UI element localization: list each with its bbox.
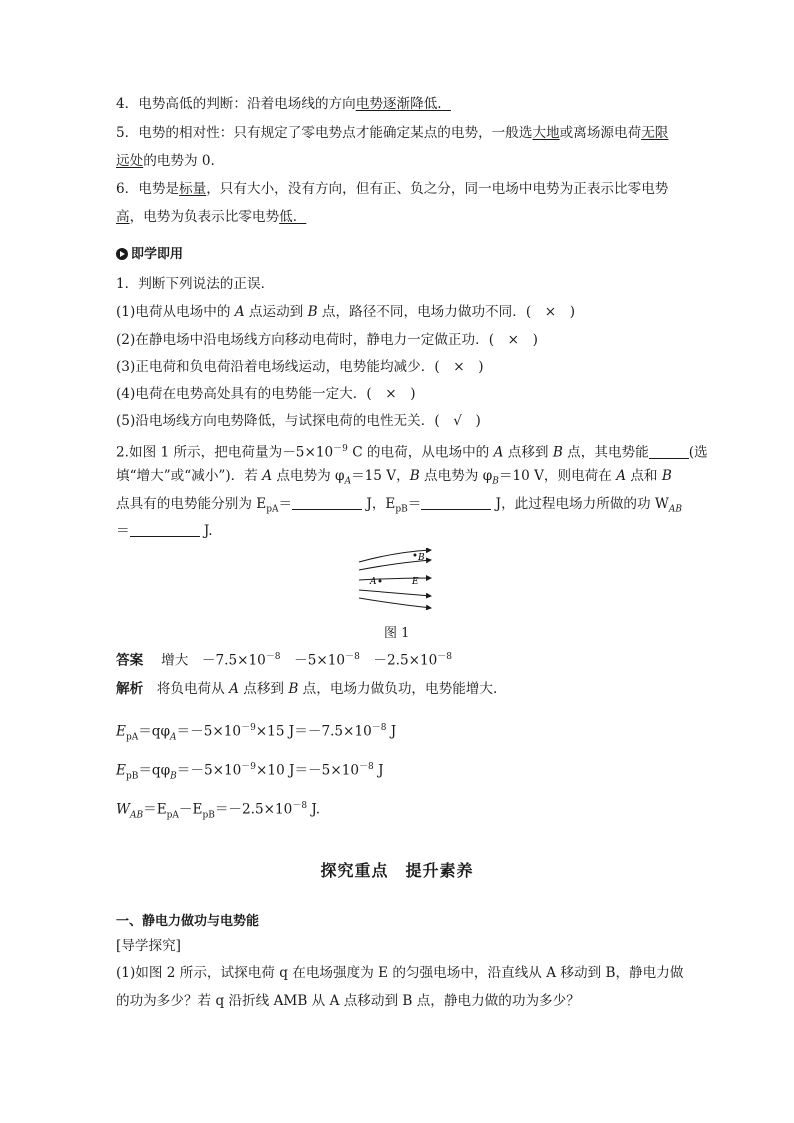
- eq2-c-sup: －8: [359, 762, 374, 772]
- part-1-question-line2: 的功为多少？若 q 沿折线 AMB 从 A 点移动到 B 点，静电力做的功为多少？: [116, 993, 580, 1009]
- analysis-text-c: 点，电场力做负功，电势能增大.: [298, 681, 498, 697]
- q2-text-3a: 点具有的电势能分别为 E: [116, 496, 267, 512]
- analysis-var-b: B: [288, 681, 299, 697]
- eq1-a-sub: A: [170, 732, 177, 743]
- eq3-a-sub: pA: [166, 810, 179, 821]
- eq2-a: ＝qφ: [138, 762, 171, 779]
- property-6-underlined-3: 低．: [279, 209, 307, 225]
- q2-text-2g: 点电势为 φ: [419, 468, 493, 484]
- q2-text-3c: ＝: [278, 496, 293, 512]
- part-1-question-line1: (1)如图 2 所示，试探电荷 q 在电场强度为 E 的匀强电场中，沿直线从 A 移动到 B，静电力做: [116, 965, 684, 981]
- eq2-b-sup: －9: [241, 762, 257, 772]
- question-1-item-1: [116, 303, 575, 321]
- property-5-underlined-1: 大地: [532, 125, 560, 141]
- q2-sup-1: －9: [333, 444, 348, 454]
- question-1-item-4: (4)电荷在电势高处具有的电势能一定大．( × ): [116, 386, 416, 402]
- answer-value-1: 增大: [161, 652, 189, 669]
- q2-text-4b: J.: [199, 523, 213, 539]
- part-1-title: 一、静电力做功与电势能: [116, 914, 260, 929]
- q2-text-3f: ＝: [407, 496, 422, 512]
- q2-text-2c: 点电势为 φ: [272, 468, 345, 484]
- answer-value-2: －7.5×10: [201, 652, 266, 669]
- q2-sub-b: B: [492, 476, 499, 487]
- eq3-c: ＝－2.5×10: [214, 801, 293, 818]
- eq3-a: ＝E: [143, 801, 167, 818]
- q2-text-2k: 点和: [626, 468, 662, 484]
- q1-item1-post: 点，路径不同，电场力做功不同．( × ): [317, 304, 576, 320]
- q2-var-a3: A: [616, 468, 627, 484]
- property-5-underlined-2: 无限: [641, 125, 669, 141]
- q2-var-b2: B: [409, 468, 420, 484]
- q2-text-1b: C 的电荷，从电场中的: [347, 444, 494, 461]
- eq3-d: J.: [307, 801, 321, 818]
- equation-epa: [116, 719, 396, 746]
- property-4-underlined: 电势逐渐降低．: [355, 96, 451, 112]
- q2-sub-ab: AB: [668, 504, 683, 515]
- property-6-text-a: 6．电势是: [116, 181, 180, 197]
- property-4: [116, 95, 451, 113]
- eq1-b: ＝－5×10: [176, 723, 242, 740]
- q2-text-3d: J，E: [362, 496, 396, 512]
- analysis-var-a: A: [229, 681, 239, 697]
- figure-1-field-lines: [355, 548, 435, 610]
- q2-text-1f: 点，其电势能: [562, 444, 649, 461]
- property-6-text-b: ，只有大小，没有方向，但有正、负之分，同一电场中电势为正表示比零电势: [206, 181, 669, 197]
- question-2-line4: [116, 522, 213, 540]
- answer-value-4-exp: －8: [437, 652, 453, 662]
- section-apply: [116, 243, 183, 262]
- eq2-d: J: [373, 762, 384, 779]
- question-2-line2: [116, 467, 672, 491]
- label-e: E: [412, 577, 419, 587]
- q2-var-b: B: [552, 444, 563, 461]
- eq1-c-sup: －8: [371, 723, 387, 733]
- property-6-text-c: ，电势为负表示比零电势: [129, 209, 280, 225]
- answer-blank-2[interactable]: [292, 495, 362, 510]
- eq3-c-sup: －8: [292, 801, 308, 811]
- answer-line: [116, 648, 452, 670]
- question-2-line1: [116, 440, 708, 462]
- label-a: A: [370, 577, 377, 587]
- question-1-item-3: (3)正电荷和负电荷沿着电场线运动，电势能均减少．( × ): [116, 359, 484, 375]
- analysis-label: 解析: [116, 681, 144, 697]
- field-line-4: [359, 590, 431, 596]
- figure-1-caption: 图 1: [384, 626, 410, 641]
- property-5-line1: [116, 124, 668, 142]
- q2-text-2a: 填“增大”或“减小”)．若: [116, 468, 263, 484]
- q2-text-2i: ＝10 V，则电荷在: [498, 468, 617, 484]
- property-6-underlined-1: 标量: [179, 181, 207, 197]
- equation-wab: [116, 797, 320, 824]
- q2-text-4a: ＝: [116, 523, 130, 539]
- question-2-line3: [116, 495, 682, 519]
- q2-text-1g: (选: [688, 444, 708, 461]
- eq2-c: ×10 J＝－5×10: [256, 762, 360, 779]
- section-apply-label: 即学即用: [131, 247, 184, 262]
- property-5-text-a: 5．电势的相对性：只有规定了零电势点才能确定某点的电势，一般选: [116, 125, 533, 141]
- property-6-line1: [116, 180, 668, 198]
- analysis-text-a: 将负电荷从: [156, 681, 230, 697]
- equation-epb: [116, 758, 384, 785]
- property-4-text: 4．电势高低的判断：沿着电场线的方向: [116, 96, 356, 112]
- play-icon: [116, 248, 128, 260]
- q2-sub-a: A: [344, 476, 352, 487]
- answer-label: 答案: [116, 652, 144, 669]
- analysis-line: [116, 680, 497, 698]
- question-1-item-5: (5)沿电场线方向电势降低，与试探电荷的电性无关．( √ ): [116, 413, 481, 429]
- eq1-a: ＝qφ: [138, 723, 171, 740]
- eq2-lhs: E: [116, 762, 126, 779]
- eq3-b-sub: pB: [202, 810, 215, 821]
- eq3-b: －E: [178, 801, 203, 818]
- point-b-dot: [414, 554, 417, 557]
- eq1-b-sup: －9: [241, 723, 256, 733]
- answer-blank-3[interactable]: [421, 495, 491, 510]
- guide-label: [导学探究]: [116, 938, 181, 954]
- eq3-lhs-sub: AB: [129, 810, 144, 821]
- q2-var-a: A: [493, 444, 504, 461]
- q2-text-2e: ＝15 V，: [351, 468, 410, 484]
- eq2-a-sub: B: [170, 771, 177, 782]
- question-1-item-2: (2)在静电场中沿电场线方向移动电荷时，静电力一定做正功．( × ): [116, 332, 538, 348]
- q1-item1-pre: (1)电荷从电场中的: [116, 304, 235, 320]
- q2-text-3g: J，此过程电场力所做的功 W: [491, 496, 669, 512]
- label-b: B: [418, 553, 425, 563]
- answer-blank-4[interactable]: [130, 522, 200, 537]
- property-6-underlined-2: 高: [116, 209, 130, 225]
- answer-value-4: －2.5×10: [373, 652, 438, 669]
- q2-var-a2: A: [262, 468, 273, 484]
- eq1-c: ×15 J＝－7.5×10: [255, 723, 372, 740]
- property-5-underlined-3: 远处: [116, 153, 144, 169]
- answer-value-3-exp: －8: [345, 652, 360, 662]
- q1-item1-var-b: B: [307, 304, 318, 320]
- q2-sub-pa: pA: [266, 504, 279, 515]
- q1-item1-var-a: A: [234, 304, 245, 320]
- eq1-lhs: E: [116, 723, 126, 740]
- q2-var-b3: B: [661, 468, 672, 484]
- eq3-lhs: W: [116, 801, 130, 818]
- q1-item1-mid: 点运动到: [244, 304, 308, 320]
- eq1-d: J: [386, 723, 397, 740]
- point-a-dot: [379, 580, 382, 583]
- property-5-line2: [116, 152, 215, 170]
- question-1-title: 1．判断下列说法的正误．: [116, 276, 275, 292]
- eq2-lhs-sub: pB: [125, 771, 139, 782]
- property-5-text-c: 的电势为 0.: [143, 153, 215, 169]
- q2-text-1d: 点移到: [503, 444, 553, 461]
- q2-text-1a: 2.如图 1 所示，把电荷量为－5×10: [116, 444, 334, 461]
- property-6-line2: [116, 208, 306, 226]
- q2-sub-pb: pB: [395, 504, 408, 515]
- section-heading: 探究重点 提升素养: [320, 861, 474, 880]
- answer-value-3: －5×10: [294, 652, 346, 669]
- answer-blank-1[interactable]: [649, 444, 689, 459]
- analysis-text-b: 点移到: [238, 681, 289, 697]
- field-line-5: [359, 598, 431, 608]
- eq2-b: ＝－5×10: [176, 762, 242, 779]
- property-5-text-b: 或离场源电荷: [559, 125, 642, 141]
- eq1-lhs-sub: pA: [125, 732, 139, 743]
- answer-value-2-exp: －8: [265, 652, 281, 662]
